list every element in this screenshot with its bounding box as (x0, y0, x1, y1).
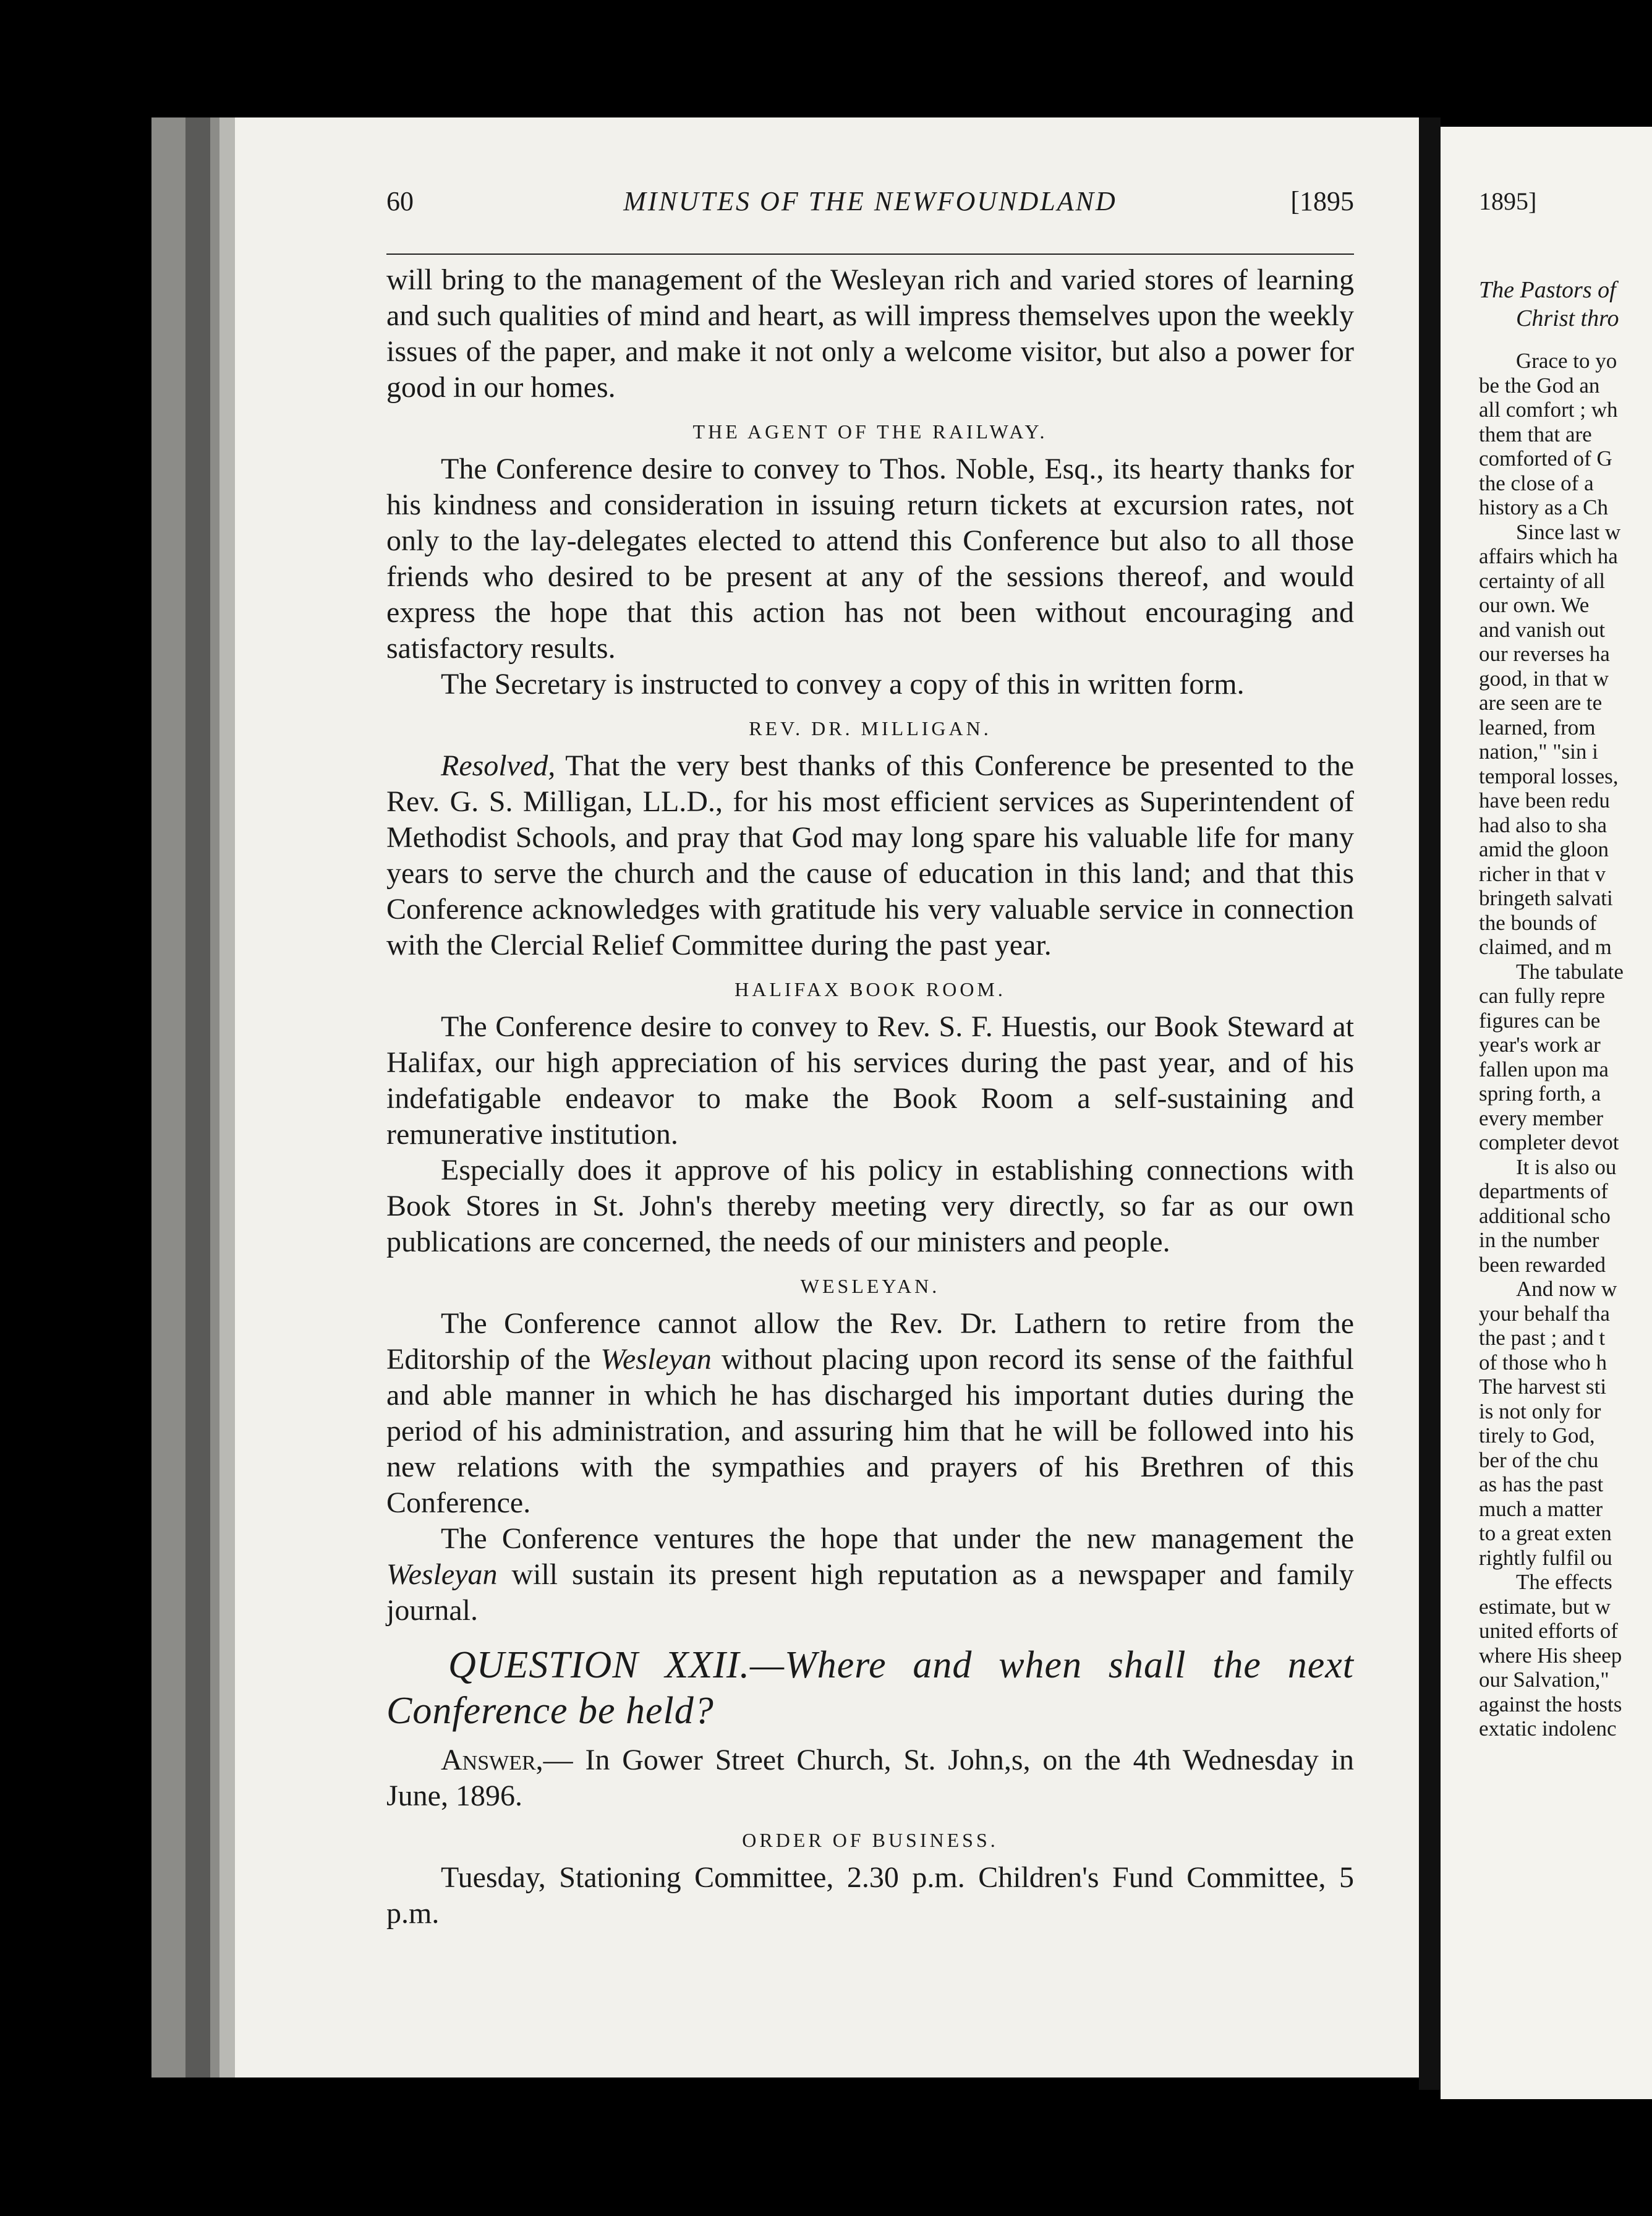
secretary-paragraph: The Secretary is instructed to convey a copy of this in written form. (441, 668, 1245, 701)
right-page-line: Grace to yo (1516, 349, 1617, 373)
right-page-line: spring forth, a (1479, 1081, 1601, 1106)
right-page-line: be the God an (1479, 373, 1600, 398)
right-heading-line-1: The Pastors of (1479, 277, 1616, 303)
answer-text: In Gower Street Church, St. John,s, on the 4th Wednesday in June, 1896. (386, 1744, 1354, 1812)
right-page-line: comforted of G (1479, 446, 1612, 471)
right-page-line: Since last w (1516, 519, 1621, 544)
right-page-line: estimate, but w (1479, 1594, 1611, 1619)
right-page-line: much a matter (1479, 1496, 1603, 1521)
right-page-line: richer in that v (1479, 861, 1606, 886)
heading-milligan: REV. DR. MILLIGAN. (749, 717, 992, 739)
right-page-line: additional scho (1479, 1203, 1611, 1228)
right-page-heading (1479, 276, 1652, 333)
wesleyan-paragraph-2 (386, 1521, 1354, 1629)
right-page-line: history as a Ch (1479, 495, 1609, 519)
right-page-line: of those who h (1479, 1350, 1607, 1374)
heading-halifax: HALIFAX BOOK ROOM. (734, 978, 1006, 1000)
right-page-line: amid the gloon (1479, 837, 1609, 861)
right-page-line: It is also ou (1516, 1154, 1617, 1179)
page-number: 60 (386, 186, 414, 216)
heading-railway: THE AGENT OF THE RAILWAY. (692, 420, 1048, 443)
running-year: [1895 (1290, 186, 1354, 216)
right-page-line: had also to sha (1479, 812, 1607, 837)
right-page-line: nation," "sin i (1479, 739, 1598, 764)
wesleyan-p1-text-b: without placing upon record its sense of the faithful and able manner in which he has discharged his important duties during the period of his administration, and assuring him that he will be followed into his new relations with the sympathies and prayers of his Brethren of this Conference. (386, 1343, 1355, 1519)
right-page-line: the past ; and t (1479, 1326, 1606, 1350)
railway-paragraph: The Conference desire to convey to Thos. Noble, Esq., its hearty thanks for his kindness and consideration in issuing return tickets at excursion rates, not only to the lay-delegates elected to attend this Conference but also to all those friends who desired to be present at any of the sessions thereof, and would express the hope that this action has not been without encouraging and satisfactory results. (386, 453, 1354, 665)
right-page-line: completer devot (1479, 1130, 1619, 1154)
milligan-text: That the very best thanks of this Conference be presented to the Rev. G. S. Milligan, LL.D., for his most efficient services as Superintendent of Methodist Schools, and pray that God may long spare his valuable life for many years to serve the church and the cause of education in this land; and that this Conference acknowledges with gratitude his very valuable service in connection with the Clercial Relief Committee during the past year. (386, 749, 1354, 961)
right-page-line: figures can be (1479, 1008, 1601, 1033)
right-page-line: against the hosts (1479, 1692, 1622, 1716)
wesleyan-p2-text-b: will sustain its present high reputation as a newspaper and family journal. (386, 1558, 1354, 1627)
right-page-line: where His sheep (1479, 1643, 1622, 1668)
right-page-line: the bounds of (1479, 910, 1597, 935)
right-page-line: every member (1479, 1106, 1604, 1130)
right-page-line: tirely to God, (1479, 1423, 1595, 1447)
right-page-line: are seen are te (1479, 691, 1603, 715)
right-page-line: extatic indolenc (1479, 1716, 1617, 1741)
question-heading: QUESTION XXII.—Where and when shall the next Conference be held? (386, 1644, 1354, 1732)
wesleyan-p2-text-a: The Conference ventures the hope that under the new management the (441, 1522, 1354, 1555)
right-page-line: as has the past (1479, 1472, 1604, 1496)
right-page-line: been rewarded (1479, 1252, 1606, 1277)
right-page-line: The effects (1516, 1570, 1612, 1594)
right-page-line: The tabulate (1516, 959, 1624, 984)
right-page-line: is not only for (1479, 1399, 1601, 1423)
right-page-line: rightly fulfil ou (1479, 1545, 1612, 1570)
continuation-paragraph: will bring to the management of the Wesleyan rich and varied stores of learning and such qualities of mind and heart, as will impress themselves upon the weekly issues of the paper, and make it not only a welcome visitor, but also a power for good in our homes. (386, 263, 1354, 404)
right-page-line: have been redu (1479, 788, 1610, 812)
right-page-line: the close of a (1479, 471, 1594, 495)
halifax-paragraph-2: Especially does it approve of his policy in establishing connections with Book Stores in St. John's thereby meeting very directly, so far as our own publications are concerned, the needs of our ministers and people. (386, 1154, 1354, 1258)
right-page-line: ber of the chu (1479, 1447, 1599, 1472)
right-page-text (1479, 349, 1652, 1741)
order-paragraph: Tuesday, Stationing Committee, 2.30 p.m. Children's Fund Committee, 5 p.m. (386, 1861, 1354, 1930)
right-page-line: learned, from (1479, 715, 1596, 739)
right-page-line: temporal losses, (1479, 764, 1619, 788)
heading-wesleyan: WESLEYAN. (800, 1275, 940, 1297)
right-page-line: certainty of all (1479, 568, 1606, 593)
page-body (386, 262, 1354, 1932)
running-title: MINUTES OF THE NEWFOUNDLAND (623, 186, 1117, 216)
right-page-line: claimed, and m (1479, 935, 1612, 959)
running-header (386, 185, 1354, 255)
resolved-word: Resolved, (441, 749, 556, 782)
answer-paragraph (386, 1742, 1354, 1814)
right-page-line: bringeth salvati (1479, 886, 1613, 910)
answer-label: Answer,— (441, 1744, 573, 1776)
heading-order-of-business: ORDER OF BUSINESS. (742, 1829, 998, 1851)
right-page-line: fallen upon ma (1479, 1057, 1609, 1081)
right-page-line: in the number (1479, 1228, 1599, 1252)
wesleyan-italic-2: Wesleyan (386, 1558, 498, 1591)
right-page-year: 1895] (1479, 187, 1537, 215)
right-page-line: all comfort ; wh (1479, 398, 1618, 422)
halifax-paragraph-1: The Conference desire to convey to Rev. S. F. Huestis, our Book Steward at Halifax, our high appreciation of his services during the past year, and of his indefatigable endeavor to make the Book Room a self-sustaining and remunerative institution. (386, 1010, 1354, 1151)
left-page (229, 185, 1416, 2022)
right-page-line: our own. We (1479, 593, 1590, 617)
right-page-line: your behalf tha (1479, 1301, 1610, 1326)
wesleyan-p1-text-a: The Conference cannot allow the Rev. Dr. Lathern to retire from the Editorship of the (386, 1307, 1354, 1376)
right-page-line: to a great exten (1479, 1521, 1612, 1545)
right-page-line: departments of (1479, 1179, 1608, 1203)
right-page-line: good, in that w (1479, 666, 1609, 691)
right-page-line: affairs which ha (1479, 544, 1618, 568)
wesleyan-paragraph-1 (386, 1306, 1354, 1521)
gutter (1419, 117, 1441, 2090)
wesleyan-italic-1: Wesleyan (600, 1343, 712, 1376)
right-page-fragment (1441, 185, 1652, 2034)
right-page-line: our reverses ha (1479, 642, 1610, 666)
right-page-line: And now w (1516, 1277, 1617, 1301)
right-page-line: them that are (1479, 422, 1592, 446)
right-page-line: and vanish out (1479, 617, 1606, 642)
right-heading-line-2: Christ thro (1516, 305, 1619, 331)
right-page-line: can fully repre (1479, 984, 1606, 1008)
right-page-line: our Salvation," (1479, 1668, 1609, 1692)
milligan-paragraph (386, 748, 1354, 963)
right-page-line: year's work ar (1479, 1033, 1601, 1057)
right-page-line: united efforts of (1479, 1619, 1618, 1643)
right-page-line: The harvest sti (1479, 1374, 1607, 1399)
